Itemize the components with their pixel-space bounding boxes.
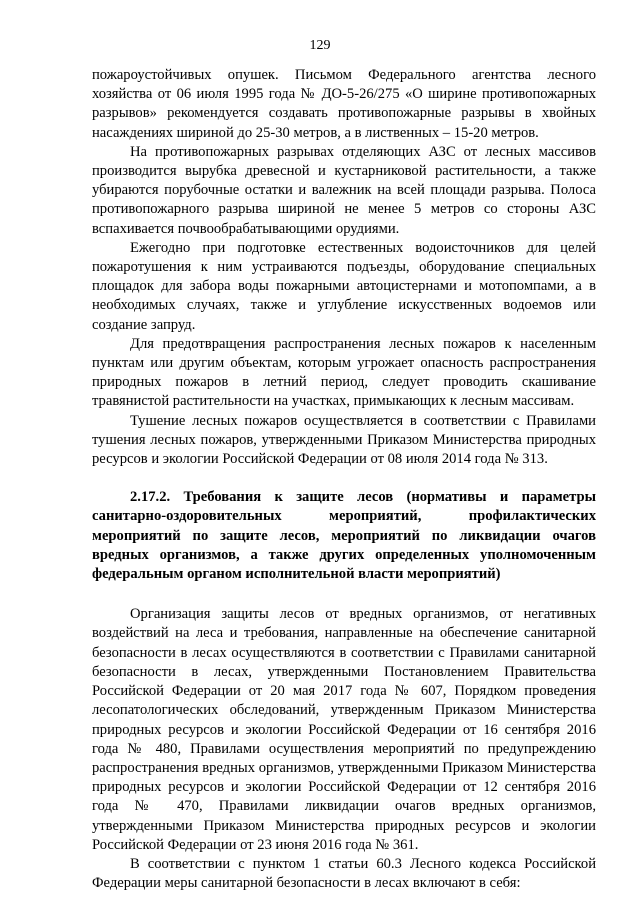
- section-heading: 2.17.2. Требования к защите лесов (нормативы и параметры санитарно-оздоровительных мероприятий, профилактических мероприятий по защите лесов, мероприятий по ликвидации очагов вредных организмов, а также других определенных уполномоченным федеральным органом исполнительной власти мероприятий): [92, 489, 596, 583]
- paragraph-fire-spread-prevention: Для предотвращения распространения лесных пожаров к населенным пунктам или другим объектам, которым угрожает опасность распространения природных пожаров в летний период, следует проводить скашивание травянистой растительности на участках, примыкающих к лесным массивам.: [92, 335, 596, 410]
- page-number: 129: [309, 38, 331, 53]
- paragraph-firefighting-rules: Тушение лесных пожаров осуществляется в соответствии с Правилами тушения лесных пожаров, утвержденными Приказом Министерства природных ресурсов и экологии Российской Федерации от 08 июля 2014 года № 313.: [92, 412, 596, 468]
- paragraph-sanitary-measures-intro: В соответствии с пунктом 1 статьи 60.3 Лесного кодекса Российской Федерации меры санитарной безопасности в лесах включают в себя:: [92, 855, 596, 892]
- paragraph-gas-station-firebreaks: На противопожарных разрывах отделяющих АЗС от лесных массивов производится вырубка древесной и кустарниковой растительности, а также убираются порубочные остатки и валежник на всей площади разрыва. Полоса противопожарного разрыва шириной не менее 5 метров со стороны АЗС вспахивается почвообрабатывающими орудиями.: [92, 143, 596, 237]
- paragraph-water-sources: Ежегодно при подготовке естественных водоисточников для целей пожаротушения к ним устраиваются подъезды, оборудование специальных площадок для забора воды пожарными автоцистернами и мотопомпами, а в необходимых случаях, также и углубление искусственных водоемов или создание запруд.: [92, 239, 596, 333]
- document-body: [92, 66, 596, 893]
- paragraph-firebreak-width: пожароустойчивых опушек. Письмом Федерального агентства лесного хозяйства от 06 июля 1995 года № ДО-5-26/275 «О ширине противопожарных разрывов» рекомендуется создавать противопожарные разрывы в хвойных насаждениях шириной до 25-30 метров, а в лиственных – 15-20 метров.: [92, 67, 596, 141]
- paragraph-forest-protection-rules: Организация защиты лесов от вредных организмов, от негативных воздействий на леса и требования, направленные на обеспечение санитарной безопасности в лесах осуществляются в соответствии с Правилами санитарной безопасности в лесах, утвержденными Постановлением Правительства Российской Федерации от 20 мая 2017 года № 607, Порядком проведения лесопатологических обследований, утвержденным Приказом Министерства природных ресурсов и экологии Российской Федерации от 16 сентября 2016 года № 480, Правилами осуществления мероприятий по предупреждению распространения вредных организмов, утвержденными Приказом Министерства природных ресурсов и экологии Российской Федерации от 12 сентября 2016 года № 470, Правилами ликвидации очагов вредных организмов, утвержденными Приказом Министерства природных ресурсов и экологии Российской Федерации от 23 июня 2016 года № 361.: [92, 606, 596, 853]
